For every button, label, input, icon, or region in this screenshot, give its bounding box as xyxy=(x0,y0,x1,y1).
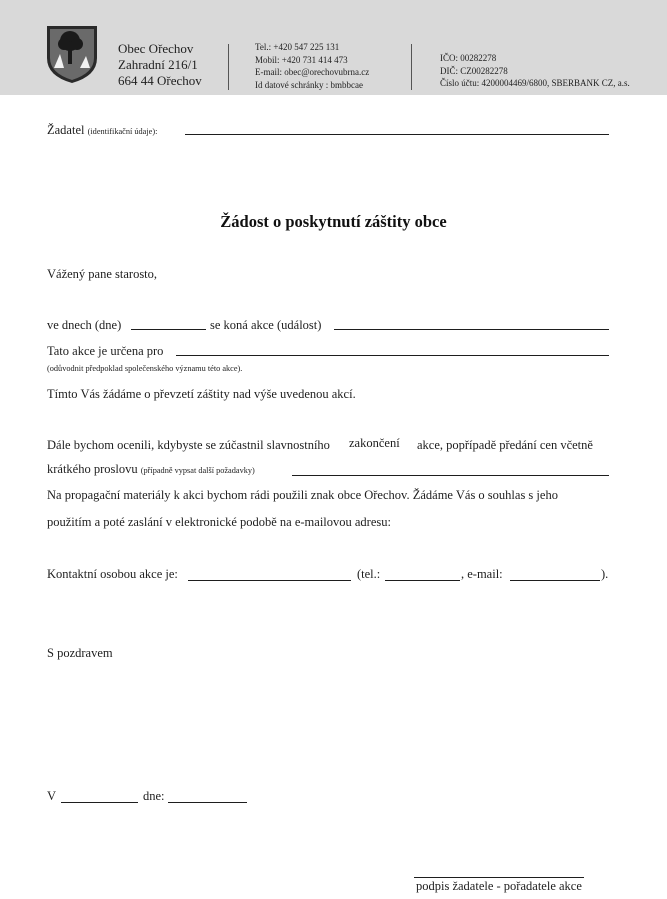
speech-field[interactable] xyxy=(292,475,609,476)
request-text: Tímto Vás žádáme o převzetí záštity nad výše uvedenou akcí. xyxy=(47,387,356,401)
event-label: se koná akce (událost) xyxy=(210,318,322,332)
tel-text: Tel.: +420 547 225 131 xyxy=(255,42,340,52)
invitation-part2: zakončení xyxy=(349,436,400,450)
organization-address xyxy=(118,41,202,89)
bank-account-text: Číslo účtu: 4200004469/6800, SBERBANK CZ, a.s. xyxy=(440,78,630,88)
invitation-part3: akce, popřípadě předání cen včetně xyxy=(417,438,593,452)
date-field[interactable] xyxy=(168,802,247,803)
place-field[interactable] xyxy=(61,802,138,803)
coat-of-arms-icon xyxy=(46,24,98,84)
speech-hint: (případně vypsat další požadavky) xyxy=(140,466,255,475)
audience-hint: (odůvodnit předpoklad společenského významu této akce). xyxy=(47,364,243,373)
signature-label: podpis žadatele - pořadatele akce xyxy=(416,879,582,893)
contact-tel-label: (tel.: xyxy=(357,567,381,581)
contact-tel-field[interactable] xyxy=(385,580,460,581)
event-field[interactable] xyxy=(334,329,609,330)
audience-label: Tato akce je určena pro xyxy=(47,344,164,358)
invitation-part1: Dále bychom ocenili, kdybyste se zúčastnil slavnostního xyxy=(47,438,330,452)
speech-row xyxy=(47,462,255,477)
registration-block xyxy=(440,52,630,90)
contact-label: Kontaktní osobou akce je: xyxy=(47,567,178,581)
mobil-text: Mobil: +420 731 414 473 xyxy=(255,54,348,65)
place-label: V xyxy=(47,789,57,803)
datova-schranka-text: Id datové schránky : bmbbcae xyxy=(255,79,363,90)
applicant-field[interactable] xyxy=(185,134,609,135)
dic-text: DIČ: CZ00282278 xyxy=(440,65,508,76)
closing: S pozdravem xyxy=(47,646,113,660)
org-name: Obec Ořechov xyxy=(118,41,194,56)
date-label: dne: xyxy=(143,789,165,803)
org-city: 664 44 Ořechov xyxy=(118,73,202,88)
contact-block xyxy=(255,41,369,91)
logo-request-line1: Na propagační materiály k akci bychom rádi použili znak obce Ořechov. Žádáme Vás o souhlas s jeho xyxy=(47,488,558,502)
contact-email-label: , e-mail: xyxy=(461,567,503,581)
applicant-hint: (identifikační údaje): xyxy=(87,127,158,136)
signature-line[interactable] xyxy=(414,877,584,878)
speech-label: krátkého proslovu xyxy=(47,462,138,476)
letterhead xyxy=(0,0,667,95)
dates-label: ve dnech (dne) xyxy=(47,318,122,332)
logo-request-line2: použitím a poté zaslání v elektronické podobě na e-mailovou adresu: xyxy=(47,515,391,529)
salutation: Vážený pane starosto, xyxy=(47,267,158,281)
org-street: Zahradní 216/1 xyxy=(118,57,198,72)
close-paren: ). xyxy=(601,567,609,581)
contact-person-field[interactable] xyxy=(188,580,351,581)
applicant-row xyxy=(47,123,157,138)
ico-text: IČO: 00282278 xyxy=(440,53,497,63)
dates-field[interactable] xyxy=(131,329,206,330)
contact-email-field[interactable] xyxy=(510,580,600,581)
header-divider xyxy=(411,44,412,90)
applicant-label: Žadatel xyxy=(47,123,85,137)
audience-field[interactable] xyxy=(176,355,609,356)
document-title: Žádost o poskytnutí záštity obce xyxy=(220,212,447,231)
header-divider xyxy=(228,44,229,90)
email-text: E-mail: obec@orechovubrna.cz xyxy=(255,67,370,77)
